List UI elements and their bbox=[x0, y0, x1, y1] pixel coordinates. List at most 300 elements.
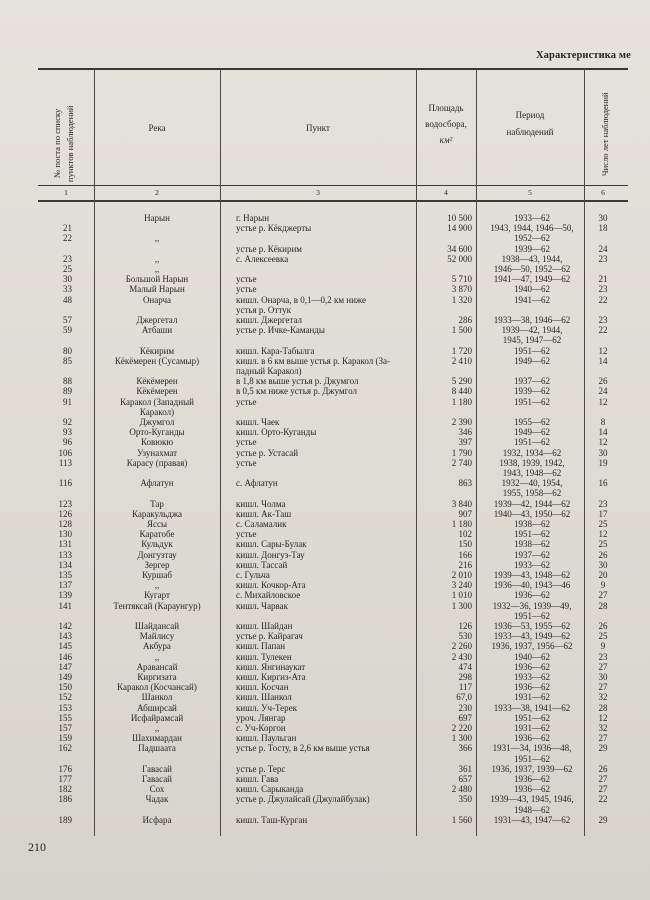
point-name: кишл. Кара-Табылга bbox=[236, 345, 315, 356]
river-name bbox=[96, 366, 218, 377]
observation-period: 1933—62 bbox=[514, 559, 550, 570]
river-name: Каракол (Западный bbox=[120, 396, 194, 407]
point-name bbox=[236, 407, 416, 418]
post-number: 96 bbox=[63, 437, 72, 448]
catchment-area: 2 390 bbox=[451, 417, 472, 427]
post-number: 142 bbox=[58, 621, 72, 631]
point-name: кишл. в 6 км выше устья р. Каракол (За- bbox=[236, 355, 390, 366]
point-name: кишл. Орто-Куганды bbox=[236, 427, 317, 438]
catchment-area: 1 300 bbox=[451, 733, 472, 744]
catchment-area: 2 740 bbox=[451, 457, 472, 468]
catchment-area bbox=[424, 805, 472, 816]
observation-period: 1939—43, 1948—62 bbox=[493, 570, 571, 580]
catchment-area: 2 430 bbox=[451, 651, 472, 662]
post-number: 155 bbox=[58, 712, 72, 723]
years-count bbox=[588, 366, 618, 377]
catchment-area bbox=[424, 264, 472, 275]
catchment-area: 474 bbox=[458, 661, 472, 672]
years-count: 26 bbox=[598, 376, 608, 387]
observation-period bbox=[480, 305, 584, 316]
river-name: Кугарт bbox=[144, 590, 170, 601]
catchment-area: 2 010 bbox=[451, 570, 472, 580]
catchment-area bbox=[424, 366, 472, 377]
river-name bbox=[96, 244, 218, 255]
years-count: 23 bbox=[598, 284, 608, 295]
post-number: 152 bbox=[58, 692, 72, 703]
catchment-area: 657 bbox=[458, 774, 472, 784]
years-count: 26 bbox=[598, 549, 608, 560]
years-count bbox=[588, 805, 618, 816]
observation-period: 1940—62 bbox=[514, 651, 550, 662]
post-number: 147 bbox=[58, 661, 72, 672]
point-name: устье р. Джулайсай (Джулайбулак) bbox=[236, 794, 370, 805]
point-name: устье р. Терс bbox=[236, 763, 286, 774]
years-count: 18 bbox=[598, 223, 608, 234]
years-count: 12 bbox=[598, 712, 608, 723]
post-number: 21 bbox=[63, 223, 72, 234]
observation-period: 1936, 1937, 1956—62 bbox=[491, 641, 573, 652]
post-number: 85 bbox=[63, 355, 72, 366]
post-number: 176 bbox=[58, 763, 72, 774]
years-count: 28 bbox=[598, 600, 608, 611]
catchment-area: 346 bbox=[458, 427, 472, 438]
river-name: Шахимардан bbox=[132, 733, 182, 744]
post-number: 139 bbox=[58, 590, 72, 601]
post-number: 93 bbox=[63, 427, 72, 438]
point-name: кишл. Ак-Таш bbox=[236, 508, 292, 519]
catchment-area: 10 500 bbox=[447, 213, 472, 223]
post-number: 106 bbox=[58, 447, 72, 458]
post-number: 23 bbox=[63, 253, 72, 264]
column-number-rule bbox=[38, 185, 628, 186]
years-count: 32 bbox=[598, 692, 608, 703]
observation-period: 1940—43, 1950—62 bbox=[493, 508, 571, 519]
years-count: 29 bbox=[598, 743, 608, 754]
catchment-area: 1 790 bbox=[451, 447, 472, 458]
post-number: 182 bbox=[58, 784, 72, 795]
years-count: 25 bbox=[598, 519, 608, 529]
point-name: кишл. Таш-Курган bbox=[236, 814, 308, 825]
years-count: 32 bbox=[598, 723, 608, 733]
post-number: 149 bbox=[58, 672, 72, 682]
catchment-area: 1 720 bbox=[451, 345, 472, 356]
catchment-area bbox=[424, 407, 472, 418]
catchment-area: 14 900 bbox=[447, 223, 472, 234]
point-name bbox=[236, 335, 416, 346]
observation-period: 1933—38, 1946—62 bbox=[493, 315, 571, 325]
river-name: Ковюкю bbox=[140, 437, 174, 448]
header-point: Пункт bbox=[305, 123, 330, 133]
river-name bbox=[96, 754, 218, 765]
post-number: 141 bbox=[58, 600, 72, 611]
observation-period: 1936—62 bbox=[514, 682, 550, 693]
observation-period: 1943, 1948—62 bbox=[502, 468, 562, 478]
years-count bbox=[588, 488, 618, 499]
catchment-area: 907 bbox=[458, 508, 472, 519]
observation-period: 1945, 1947—62 bbox=[502, 335, 562, 346]
river-name: Абширсай bbox=[137, 702, 177, 713]
river-name bbox=[96, 468, 218, 479]
years-count: 25 bbox=[598, 539, 608, 550]
observation-period: 1936—40, 1943—46 bbox=[493, 580, 571, 591]
catchment-area: 361 bbox=[458, 763, 472, 774]
point-name: кишл. Янгинаукат bbox=[236, 661, 306, 672]
observation-period: 1946—50, 1952—62 bbox=[493, 264, 571, 274]
observation-period: 1936—53, 1955—62 bbox=[493, 621, 571, 631]
years-count: 24 bbox=[598, 243, 608, 254]
post-number: 113 bbox=[58, 457, 72, 468]
point-name bbox=[236, 754, 416, 765]
post-number: 59 bbox=[63, 325, 72, 336]
post-number bbox=[40, 305, 72, 316]
point-name: кишл. Тассай bbox=[236, 559, 288, 570]
observation-period: 1933—43, 1949—62 bbox=[493, 631, 571, 642]
observation-period: 1931—62 bbox=[514, 692, 550, 703]
catchment-area bbox=[424, 611, 472, 622]
river-name: Каракол (Косчансай) bbox=[117, 682, 197, 693]
point-name: кишл. Папан bbox=[236, 641, 286, 652]
river-name: Джумгол bbox=[139, 417, 175, 427]
catchment-area: 52 000 bbox=[447, 253, 472, 264]
catchment-area: 150 bbox=[458, 539, 472, 550]
post-number: 186 bbox=[58, 794, 72, 805]
observation-period: 1951—62 bbox=[514, 753, 550, 764]
years-count bbox=[588, 754, 618, 765]
river-name: Зергер bbox=[144, 559, 170, 570]
years-count: 12 bbox=[598, 396, 608, 407]
catchment-area: 863 bbox=[458, 478, 472, 489]
observation-period: 1939—43, 1945, 1946, bbox=[490, 794, 574, 805]
column-divider-5 bbox=[584, 69, 585, 836]
post-number: 88 bbox=[63, 376, 72, 387]
point-name: кишл. Сарыканда bbox=[236, 784, 304, 795]
point-name: в 0,5 км ниже устья р. Джумгол bbox=[236, 386, 357, 397]
column-number-6: 6 bbox=[601, 188, 605, 197]
catchment-area bbox=[424, 305, 472, 316]
observation-period: 1933—62 bbox=[514, 672, 550, 682]
observation-period: 1951—62 bbox=[514, 610, 550, 621]
observation-period: 1951—62 bbox=[514, 437, 550, 448]
years-count: 23 bbox=[598, 651, 608, 662]
post-number: 162 bbox=[58, 743, 72, 754]
years-count: 9 bbox=[600, 641, 606, 652]
point-name: в 1,8 км выше устья р. Джумгол bbox=[236, 376, 359, 387]
river-name: Нарын bbox=[144, 213, 170, 223]
post-number: 157 bbox=[58, 723, 72, 733]
river-name: ,, bbox=[154, 580, 160, 591]
point-name: устье bbox=[236, 457, 257, 468]
observation-period: 1932—40, 1954, bbox=[501, 478, 563, 489]
post-number: 137 bbox=[58, 580, 72, 591]
catchment-area: 1 180 bbox=[451, 396, 472, 407]
point-name: кишл. Гава bbox=[236, 774, 279, 784]
years-count bbox=[588, 468, 618, 479]
observation-period: 1939—42, 1944—62 bbox=[493, 498, 571, 509]
river-name: Каратобе bbox=[139, 529, 175, 540]
river-name: Шайдансай bbox=[134, 621, 180, 631]
header-river: Река bbox=[148, 123, 166, 133]
river-name: Кёкёмерен (Сусамыр) bbox=[114, 355, 200, 366]
river-name: Кульдук bbox=[141, 539, 173, 550]
catchment-area: 216 bbox=[458, 559, 472, 570]
years-count: 16 bbox=[598, 478, 608, 489]
post-number: 89 bbox=[63, 386, 72, 397]
post-number: 145 bbox=[58, 641, 72, 652]
years-count: 24 bbox=[598, 386, 608, 397]
point-name: кишл. Донгуз-Тау bbox=[236, 549, 305, 560]
observation-period: 1938, 1939, 1942, bbox=[499, 457, 565, 468]
observation-period: 1941—62 bbox=[514, 294, 550, 305]
catchment-area: 397 bbox=[458, 437, 472, 448]
header-area-line2: водосбора, bbox=[425, 119, 467, 129]
post-number: 116 bbox=[58, 478, 72, 489]
river-name: Малый Нарын bbox=[129, 284, 185, 295]
years-count: 12 bbox=[598, 529, 608, 540]
column-number-5: 5 bbox=[528, 188, 532, 197]
years-count bbox=[588, 407, 618, 418]
point-name: устье р. Кёкджерты bbox=[236, 223, 312, 234]
river-name: Сох bbox=[149, 784, 165, 795]
point-name: кишл. Кочкор-Ата bbox=[236, 580, 306, 591]
river-name: Афлатун bbox=[140, 478, 174, 489]
years-count: 27 bbox=[598, 682, 608, 693]
header-post-number-line1: № поста по списку bbox=[52, 108, 62, 178]
point-name: кишл. Киргиз-Ата bbox=[236, 672, 306, 682]
river-name: Яссы bbox=[146, 519, 168, 529]
river-name: Тар bbox=[150, 498, 164, 509]
observation-period: 1939—62 bbox=[514, 386, 550, 397]
point-name: с. Михайловское bbox=[236, 590, 301, 601]
catchment-area: 1 300 bbox=[451, 600, 472, 611]
years-count bbox=[588, 611, 618, 622]
post-number bbox=[40, 407, 72, 418]
point-name: кишл. Сары-Булак bbox=[236, 539, 307, 550]
post-number: 135 bbox=[58, 570, 72, 580]
years-count: 22 bbox=[598, 325, 608, 336]
column-number-2: 2 bbox=[155, 188, 159, 197]
catchment-area: 1 500 bbox=[451, 325, 472, 336]
point-name: устье bbox=[236, 396, 257, 407]
river-name bbox=[96, 805, 218, 816]
post-number: 146 bbox=[58, 651, 72, 662]
catchment-area: 697 bbox=[458, 712, 472, 723]
point-name: с. Афлатун bbox=[236, 478, 278, 489]
page-number: 210 bbox=[28, 840, 46, 854]
river-name: Киргизата bbox=[137, 672, 177, 682]
observation-period: 1931—62 bbox=[514, 723, 550, 733]
catchment-area: 2 220 bbox=[451, 723, 472, 733]
catchment-area: 366 bbox=[458, 743, 472, 754]
observation-period: 1949—62 bbox=[514, 355, 550, 366]
years-count: 27 bbox=[598, 784, 608, 795]
observation-period: 1936, 1937, 1939—62 bbox=[491, 763, 573, 774]
catchment-area: 230 bbox=[458, 702, 472, 713]
observation-period: 1937—62 bbox=[514, 376, 550, 387]
observation-period: 1951—62 bbox=[514, 529, 550, 540]
years-count: 17 bbox=[598, 508, 608, 519]
years-count: 23 bbox=[598, 253, 608, 264]
post-number: 126 bbox=[58, 508, 72, 519]
point-name bbox=[236, 233, 416, 244]
post-number bbox=[40, 488, 72, 499]
river-name: Майлису bbox=[139, 631, 175, 642]
post-number bbox=[40, 366, 72, 377]
post-number: 133 bbox=[58, 549, 72, 560]
observation-period: 1943, 1944, 1946—50, bbox=[490, 223, 574, 234]
years-count: 30 bbox=[598, 213, 608, 223]
post-number: 134 bbox=[58, 559, 72, 570]
point-name: устье bbox=[236, 274, 257, 285]
observation-period: 1948—62 bbox=[514, 804, 550, 815]
catchment-area: 67,0 bbox=[456, 692, 472, 703]
point-name bbox=[236, 264, 416, 275]
post-number: 189 bbox=[58, 814, 72, 825]
river-name: Карасу (правая) bbox=[126, 457, 188, 468]
observation-period: 1932, 1934—62 bbox=[502, 447, 562, 458]
post-number bbox=[40, 468, 72, 479]
point-name: устья р. Оттук bbox=[236, 304, 292, 315]
point-name: г. Нарын bbox=[236, 213, 270, 223]
catchment-area: 126 bbox=[458, 621, 472, 631]
catchment-area: 2 410 bbox=[451, 355, 472, 366]
post-number: 153 bbox=[58, 702, 72, 713]
river-name: Гавасай bbox=[141, 763, 172, 774]
observation-period: 1955—62 bbox=[514, 417, 550, 427]
years-count: 30 bbox=[598, 672, 608, 682]
river-name: Орто-Куганды bbox=[129, 427, 185, 438]
point-name: кишл. Шанкол bbox=[236, 692, 292, 703]
river-name: ,, bbox=[154, 253, 160, 264]
river-name: Чадак bbox=[145, 794, 169, 805]
catchment-area: 5 290 bbox=[451, 376, 472, 387]
years-count bbox=[588, 335, 618, 346]
river-name: Тентяксай (Караунгур) bbox=[113, 600, 201, 611]
river-name: Донгузтау bbox=[137, 549, 177, 560]
observation-period: 1936—62 bbox=[514, 661, 550, 672]
catchment-area: 2 480 bbox=[451, 784, 472, 795]
catchment-area: 3 870 bbox=[451, 284, 472, 295]
river-name: Акбура bbox=[143, 641, 171, 652]
observation-period: 1939—42, 1944, bbox=[501, 325, 563, 336]
post-number: 30 bbox=[63, 274, 72, 285]
observation-period: 1938—43, 1944, bbox=[501, 253, 563, 264]
observation-period: 1939—62 bbox=[514, 243, 550, 254]
river-name: Узунахмат bbox=[136, 447, 178, 458]
point-name: кишл. Косчан bbox=[236, 682, 289, 693]
page-title: Характеристика ме bbox=[536, 50, 631, 61]
point-name: падный Каракол) bbox=[236, 366, 302, 376]
point-name: кишл. Уч-Терек bbox=[236, 702, 298, 713]
observation-period bbox=[480, 407, 584, 418]
post-number: 143 bbox=[58, 631, 72, 642]
years-count: 27 bbox=[598, 774, 608, 784]
years-count: 14 bbox=[598, 355, 608, 366]
river-name: ,, bbox=[154, 723, 160, 733]
header-post-number-line2: пунктов наблюдений bbox=[65, 105, 75, 182]
catchment-area: 2 260 bbox=[451, 641, 472, 652]
observation-period: 1940—62 bbox=[514, 284, 550, 295]
river-name: Онарча bbox=[142, 294, 172, 305]
years-count: 9 bbox=[600, 580, 606, 591]
catchment-area: 286 bbox=[458, 315, 472, 325]
river-name: ,, bbox=[154, 651, 160, 662]
post-number: 22 bbox=[63, 233, 72, 244]
post-number bbox=[40, 244, 72, 255]
observation-period: 1941—47, 1949—62 bbox=[493, 274, 571, 285]
post-number: 25 bbox=[63, 264, 72, 274]
river-name: Куршаб bbox=[142, 570, 172, 580]
river-name: Большой Нарын bbox=[125, 274, 189, 285]
years-count: 22 bbox=[598, 294, 608, 305]
point-name: кишл. Чарвак bbox=[236, 600, 288, 611]
point-name bbox=[236, 611, 416, 622]
years-count: 19 bbox=[598, 457, 608, 468]
post-number: 92 bbox=[63, 417, 72, 427]
years-count: 25 bbox=[598, 631, 608, 642]
point-name: устье р. Кёкирим bbox=[236, 243, 302, 254]
point-name: кишл. Джергетал bbox=[236, 315, 303, 325]
years-count: 22 bbox=[598, 794, 608, 805]
post-number: 80 bbox=[63, 345, 72, 356]
river-name: Джергетал bbox=[136, 315, 178, 325]
column-divider-2 bbox=[220, 69, 221, 836]
years-count: 27 bbox=[598, 661, 608, 672]
years-count: 8 bbox=[600, 417, 606, 427]
years-count bbox=[588, 305, 618, 316]
post-number bbox=[40, 213, 72, 224]
river-name: Кёкирим bbox=[139, 345, 175, 356]
observation-period: 1951—62 bbox=[514, 712, 550, 723]
river-name bbox=[96, 488, 218, 499]
point-name: устье р. Устасай bbox=[236, 447, 299, 458]
post-number bbox=[40, 754, 72, 765]
catchment-area: 34 600 bbox=[447, 243, 472, 254]
header-years-count: Число лет наблюдений bbox=[600, 92, 610, 176]
river-name: ,, bbox=[154, 264, 160, 274]
point-name: с. Гульча bbox=[236, 570, 270, 580]
river-name bbox=[96, 335, 218, 346]
point-name: устье bbox=[236, 529, 257, 540]
catchment-area: 1 560 bbox=[451, 814, 472, 825]
years-count: 14 bbox=[598, 427, 608, 438]
post-number bbox=[40, 335, 72, 346]
post-number: 33 bbox=[63, 284, 72, 295]
river-name: ,, bbox=[154, 233, 160, 244]
observation-period: 1951—62 bbox=[514, 345, 550, 356]
river-name: Исфара bbox=[142, 814, 172, 825]
point-name: уроч. Лянгар bbox=[236, 712, 286, 723]
years-count: 12 bbox=[598, 437, 608, 448]
point-name: кишл. Чолма bbox=[236, 498, 286, 509]
post-number: 123 bbox=[58, 498, 72, 509]
point-name: устье р. Тосту, в 2,6 км выше устья bbox=[236, 743, 370, 754]
river-name: Шанкол bbox=[141, 692, 173, 703]
observation-period: 1931—34, 1936—48, bbox=[492, 743, 572, 754]
years-count: 30 bbox=[598, 559, 608, 570]
table-top-rule bbox=[38, 68, 628, 70]
point-name: с. Уч-Коргон bbox=[236, 723, 286, 733]
point-name: устье bbox=[236, 437, 257, 448]
point-name bbox=[236, 488, 416, 499]
observation-period: 1936—62 bbox=[514, 590, 550, 601]
catchment-area: 5 710 bbox=[451, 274, 472, 285]
observation-period: 1933—62 bbox=[514, 213, 550, 223]
catchment-area: 530 bbox=[458, 631, 472, 642]
catchment-area bbox=[424, 233, 472, 244]
river-name bbox=[96, 305, 218, 316]
point-name: устье р. Кайрагач bbox=[236, 631, 303, 642]
observation-period: 1931—43, 1947—62 bbox=[493, 814, 571, 825]
